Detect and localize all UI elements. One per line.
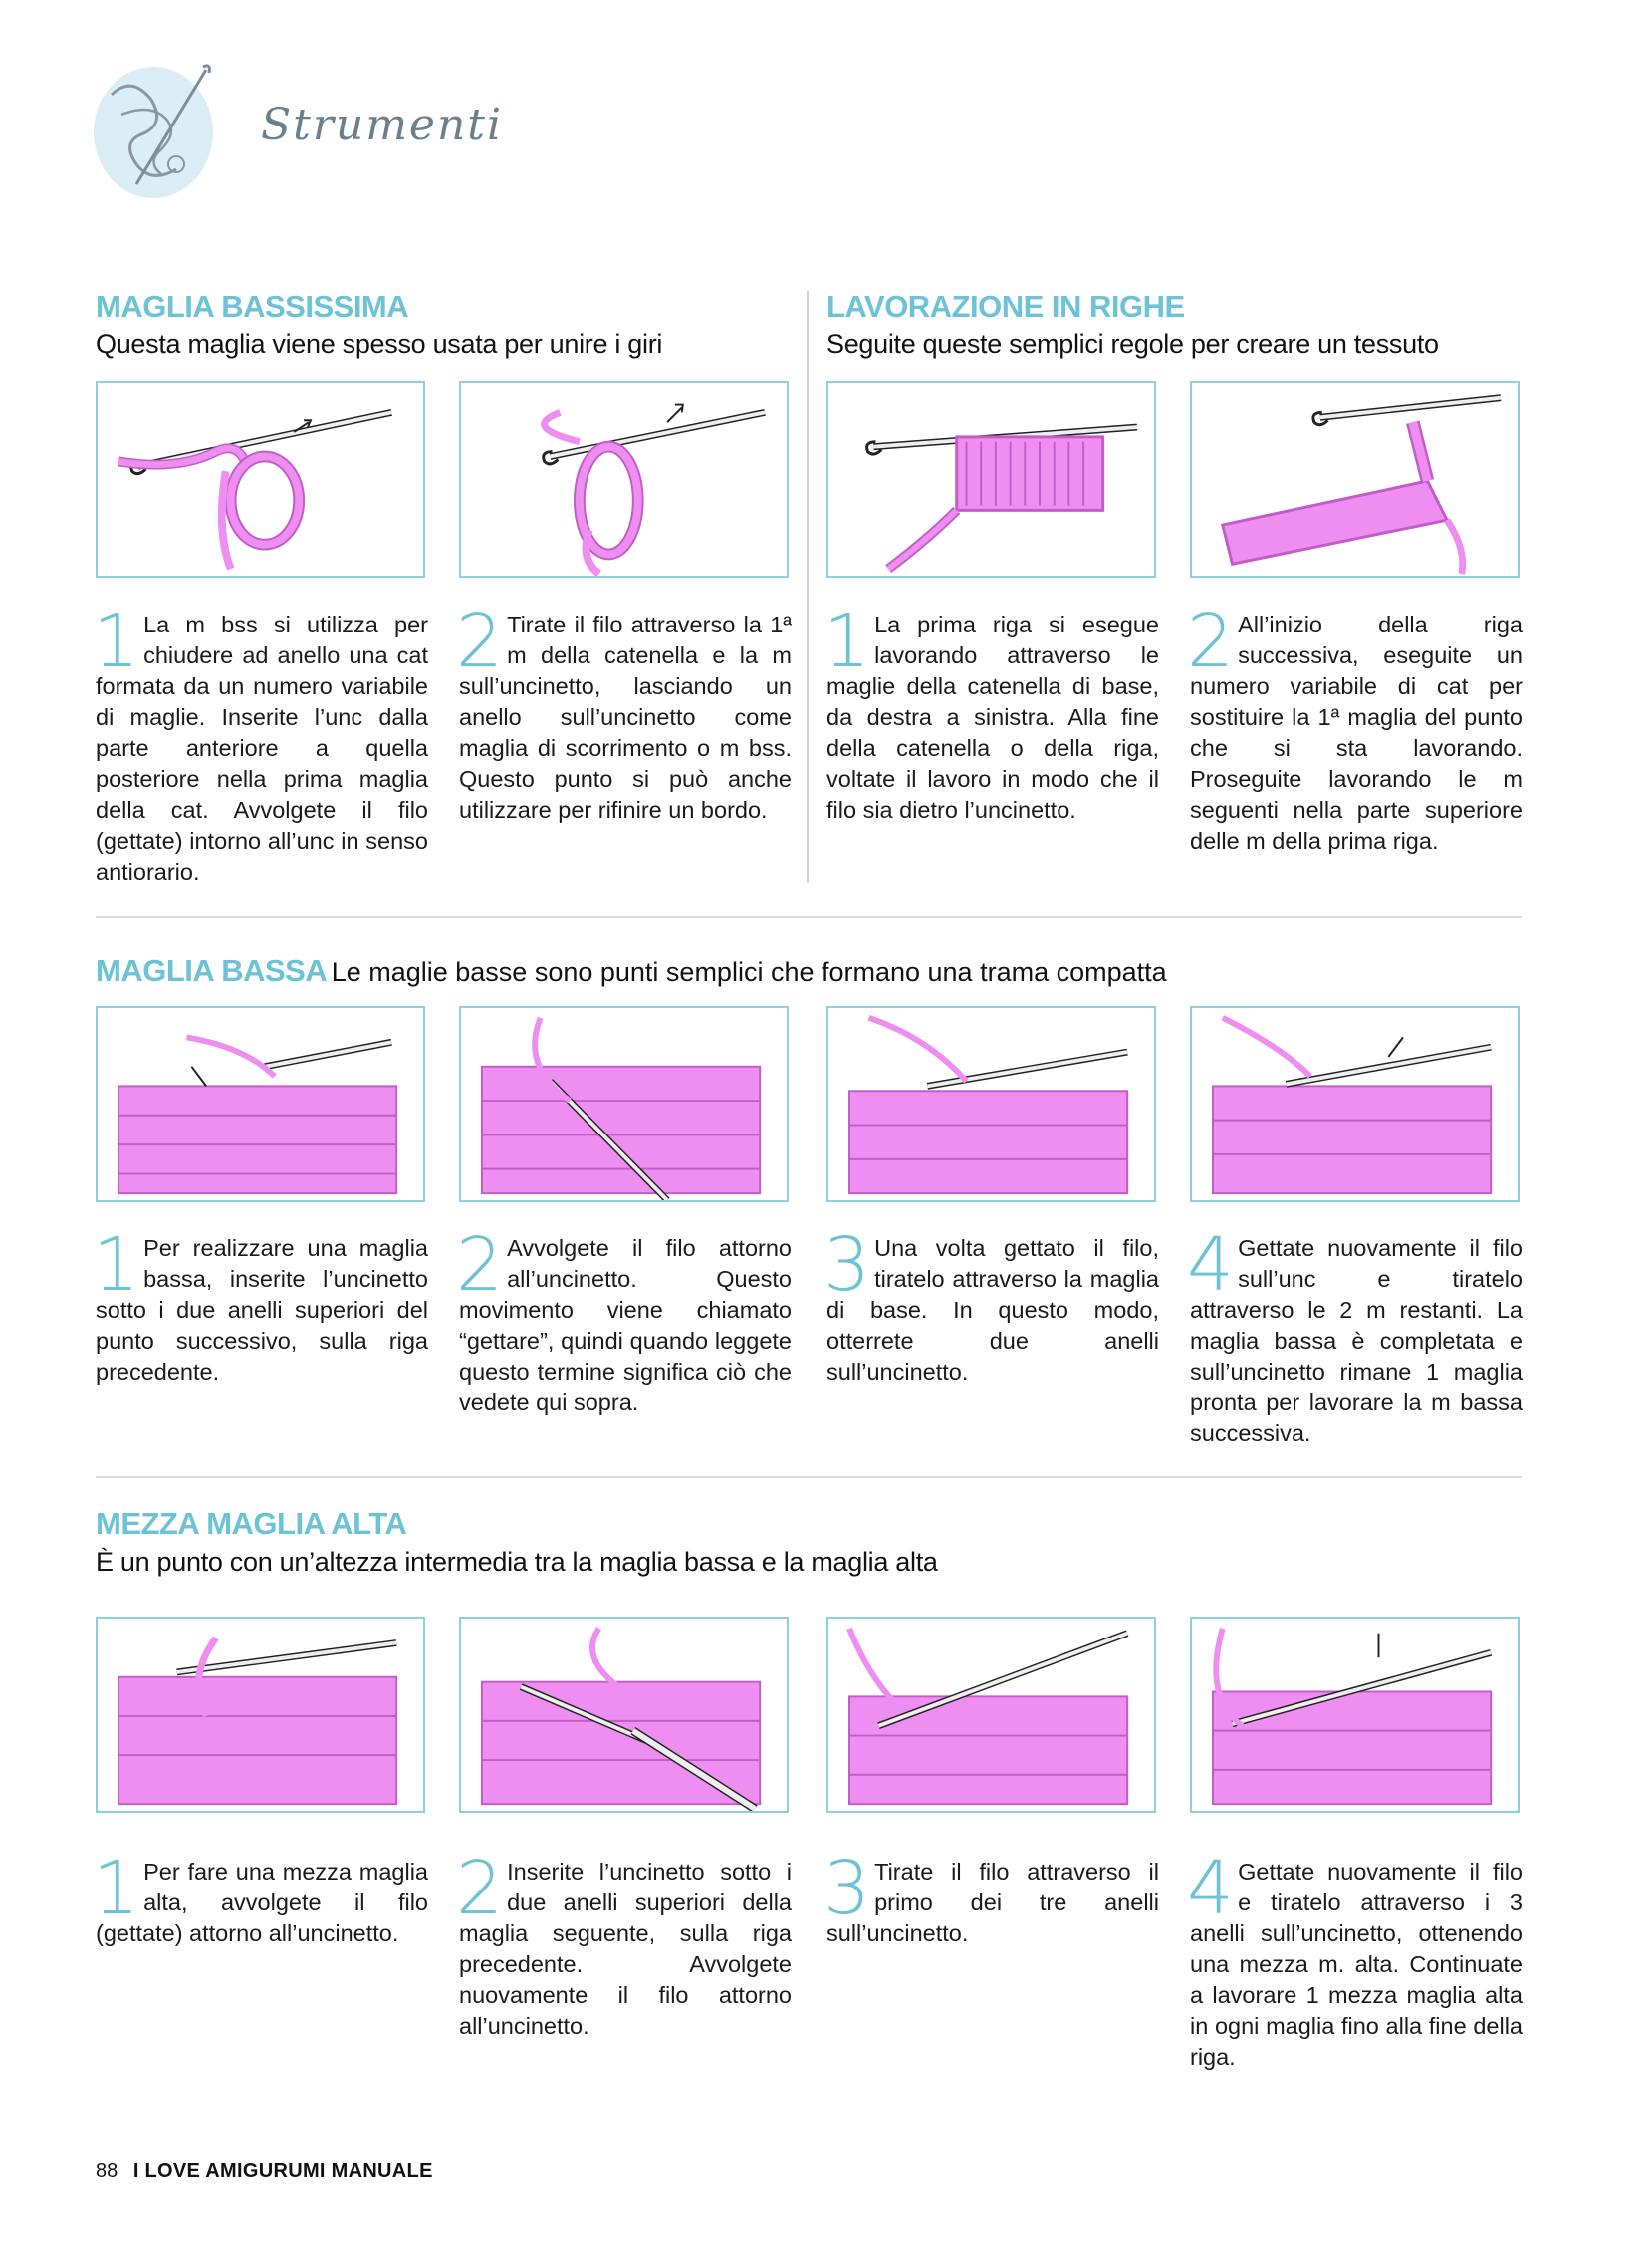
illustration-bassa-1 (96, 1006, 425, 1202)
illustration-bassa-2 (459, 1006, 789, 1202)
column-divider (807, 291, 809, 883)
illustration-mezza-4 (1190, 1617, 1520, 1813)
section-subtitle-bassissima: Questa maglia viene spesso usata per unire i giri (96, 329, 663, 359)
crochet-step-illustration (828, 1008, 1154, 1200)
step-text: Una volta gettato il filo, tiratelo attraverso la maglia di base. In questo modo, otterrete due anelli sull’uncinetto. (826, 1235, 1159, 1385)
step-number: 1 (93, 1222, 140, 1308)
step-text: La m bss si utilizza per chiudere ad anello una cat formata da un numero variabile di maglie. Inserite l’unc dalla parte anteriore a quella posteriore nella prima maglia della cat. Avvolgete il filo (gettate) intorno all’unc in senso antiorario. (96, 612, 428, 884)
step-text: Gettate nuovamente il filo sull’unc e tiratelo attraverso le 2 m restanti. La maglia bassa è completata e sull’uncinetto rimane 1 maglia pronta per lavorare la m bassa successiva. (1190, 1235, 1523, 1446)
illustration-mezza-3 (826, 1617, 1156, 1813)
step-number: 2 (456, 1222, 504, 1308)
step-text: Per fare una mezza maglia alta, avvolgete il filo (gettate) attorno all’uncinetto. (96, 1859, 428, 1946)
section-subtitle-mezza: È un punto con un’altezza intermedia tra la maglia bassa e la maglia alta (96, 1547, 938, 1577)
step-number: 1 (93, 1846, 140, 1931)
illustration-righe-1 (826, 381, 1156, 578)
page-footer (96, 2160, 433, 2183)
step-number: 2 (1187, 599, 1235, 684)
step-number: 1 (93, 599, 140, 684)
step-number: 4 (1187, 1846, 1235, 1931)
section-title-bassissima: MAGLIA BASSISSIMA (96, 289, 409, 324)
publication-title: I LOVE AMIGURUMI MANUALE (132, 2160, 433, 2182)
section-divider (96, 916, 1522, 918)
step-mezza-1 (93, 1846, 428, 1949)
step-text: Tirate il filo attraverso il primo dei tre anelli sull’uncinetto. (826, 1859, 1159, 1946)
section-title-bassa: MAGLIA BASSA (96, 953, 328, 988)
step-number: 3 (824, 1846, 871, 1931)
step-number: 2 (456, 599, 504, 684)
section-logo (92, 55, 221, 204)
illustration-mezza-1 (96, 1617, 425, 1813)
illustration-righe-2 (1190, 381, 1520, 578)
step-bassa-4 (1187, 1222, 1523, 1449)
step-text: Per realizzare una maglia bassa, inserite l’uncinetto sotto i due anelli superiori del punto successivo, sulla riga precedente. (96, 1235, 428, 1385)
step-mezza-4 (1187, 1846, 1523, 2073)
crochet-step-illustration (1192, 383, 1518, 576)
section-heading-bassa (96, 953, 1167, 989)
illustration-bassissima-2 (459, 381, 789, 578)
crochet-step-illustration (1192, 1008, 1518, 1200)
step-text: Gettate nuovamente il filo e tiratelo attraverso i 3 anelli sull’uncinetto, ottenendo una mezza m. alta. Continuate a lavorare 1 mezza maglia alta in ogni maglia fino alla fine della riga. (1190, 1859, 1523, 2070)
page-number: 88 (96, 2160, 118, 2182)
illustration-bassa-3 (826, 1006, 1156, 1202)
step-bassa-3 (824, 1222, 1159, 1387)
section-subtitle-bassa: Le maglie basse sono punti semplici che formano una trama compatta (331, 957, 1167, 987)
step-text: Tirate il filo attraverso la 1ª m della catenella e la m sull’uncinetto, lasciando un anello sull’uncinetto come maglia di scorrimento o m bss. Questo punto si può anche utilizzare per rifinire un bordo. (459, 612, 792, 823)
crochet-step-illustration (461, 383, 787, 576)
illustration-bassa-4 (1190, 1006, 1520, 1202)
crochet-step-illustration (461, 1008, 787, 1200)
section-divider (96, 1476, 1522, 1478)
step-bassa-2 (456, 1222, 792, 1418)
section-title-mezza: MEZZA MAGLIA ALTA (96, 1506, 407, 1541)
crochet-step-illustration (98, 1619, 423, 1811)
step-bassissima-2 (456, 599, 792, 826)
crochet-hook-yarn-icon (92, 55, 221, 204)
step-number: 3 (824, 1222, 871, 1308)
step-number: 1 (824, 599, 871, 684)
section-subtitle-righe: Seguite queste semplici regole per creare un tessuto (826, 329, 1439, 359)
illustration-mezza-2 (459, 1617, 789, 1813)
step-mezza-2 (456, 1846, 792, 2042)
step-text: All’inizio della riga successiva, eseguite un numero variabile di cat per sostituire la 1ª maglia del punto che si sta lavorando. Proseguite lavorando le m seguenti nella parte superiore delle m della prima riga. (1190, 612, 1523, 854)
step-mezza-3 (824, 1846, 1159, 1949)
crochet-step-illustration (98, 1008, 423, 1200)
section-label: Strumenti (261, 100, 504, 150)
illustration-bassissima-1 (96, 381, 425, 578)
step-number: 4 (1187, 1222, 1235, 1308)
crochet-step-illustration (1192, 1619, 1518, 1811)
step-text: Inserite l’uncinetto sotto i due anelli superiori della maglia seguente, sulla riga precedente. Avvolgete nuovamente il filo attorno all’uncinetto. (459, 1859, 792, 2039)
step-bassa-1 (93, 1222, 428, 1387)
step-text: La prima riga si esegue lavorando attraverso le maglie della catenella di base, da destra a sinistra. Alla fine della catenella o della riga, voltate il lavoro in modo che il filo sia dietro l’uncinetto. (826, 612, 1159, 823)
crochet-step-illustration (828, 383, 1154, 576)
step-text: Avvolgete il filo attorno all’uncinetto. Questo movimento viene chiamato “gettare”, quindi quando leggete questo termine significa ciò che vedete qui sopra. (459, 1235, 792, 1415)
step-number: 2 (456, 1846, 504, 1931)
crochet-step-illustration (98, 383, 423, 576)
step-righe-1 (824, 599, 1159, 826)
crochet-step-illustration (828, 1619, 1154, 1811)
step-bassissima-1 (93, 599, 428, 887)
step-righe-2 (1187, 599, 1523, 857)
crochet-step-illustration (461, 1619, 787, 1811)
section-title-righe: LAVORAZIONE IN RIGHE (826, 289, 1185, 324)
